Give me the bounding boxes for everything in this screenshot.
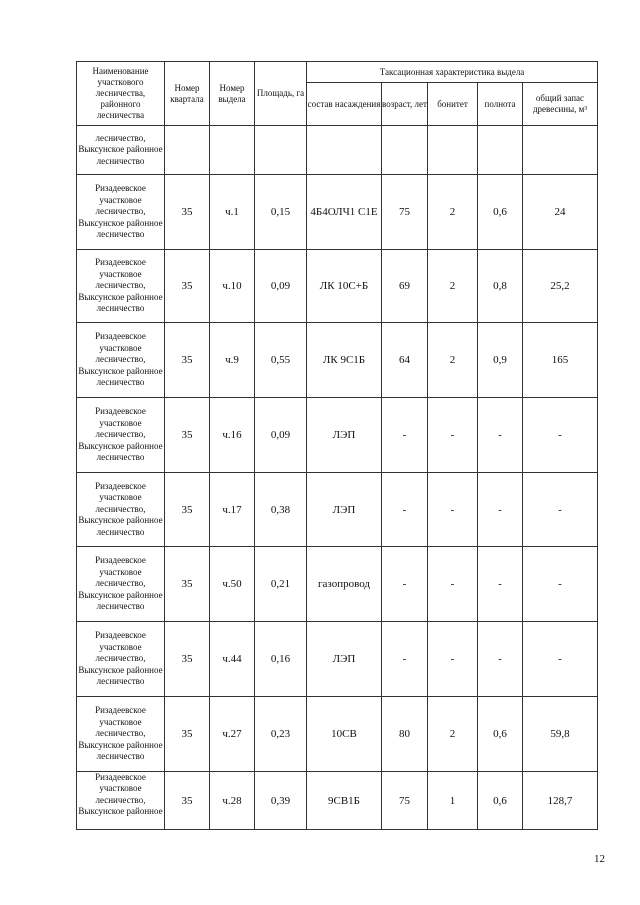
cell-bonitet: 2 (428, 697, 478, 772)
cell-name: Ризадеевское участковое лесничество, Выксунское районное лесничество (77, 175, 165, 250)
cell-age: 64 (382, 323, 428, 398)
cell-name: Ризадеевское участковое лесничество, Выксунское районное (77, 772, 165, 830)
cell-density: - (478, 398, 523, 473)
cell-age (382, 126, 428, 175)
table-row (77, 697, 598, 772)
header-name: Наименование участкового лесничества, районного лесничества (77, 62, 165, 126)
table-row (77, 323, 598, 398)
header-bonitet: бонитет (428, 83, 478, 126)
cell-volume (523, 126, 598, 175)
cell-quarter: 35 (165, 175, 210, 250)
cell-name: Ризадеевское участковое лесничество, Выксунское районное лесничество (77, 622, 165, 697)
page-number: 12 (594, 853, 605, 865)
cell-quarter: 35 (165, 622, 210, 697)
cell-volume: - (523, 622, 598, 697)
cell-area: 0,16 (255, 622, 307, 697)
cell-area: 0,09 (255, 250, 307, 323)
cell-bonitet: - (428, 622, 478, 697)
header-taxation: Таксационная характеристика выдела (307, 62, 598, 83)
cell-section: ч.44 (210, 622, 255, 697)
cell-section: ч.16 (210, 398, 255, 473)
cell-bonitet: - (428, 547, 478, 622)
cell-section: ч.10 (210, 250, 255, 323)
cell-age: - (382, 398, 428, 473)
cell-composition (307, 126, 382, 175)
cell-bonitet: - (428, 473, 478, 547)
cell-name: Ризадеевское участковое лесничество, Выксунское районное лесничество (77, 547, 165, 622)
header-area: Площадь, га (255, 62, 307, 126)
cell-composition: 10СВ (307, 697, 382, 772)
forest-taxation-table (76, 61, 598, 830)
cell-bonitet: - (428, 398, 478, 473)
cell-volume: 128,7 (523, 772, 598, 830)
cell-density (478, 126, 523, 175)
cell-quarter: 35 (165, 398, 210, 473)
cell-composition: ЛЭП (307, 398, 382, 473)
cell-bonitet: 2 (428, 250, 478, 323)
cell-name: Ризадеевское участковое лесничество, Выксунское районное лесничество (77, 473, 165, 547)
cell-composition: ЛК 9С1Б (307, 323, 382, 398)
cell-density: 0,6 (478, 772, 523, 830)
header-quarter: Номер квартала (165, 62, 210, 126)
cell-bonitet: 1 (428, 772, 478, 830)
cell-age: 75 (382, 175, 428, 250)
cell-density: 0,6 (478, 697, 523, 772)
cell-density: 0,9 (478, 323, 523, 398)
cell-section: ч.50 (210, 547, 255, 622)
cell-density: - (478, 473, 523, 547)
cell-quarter: 35 (165, 697, 210, 772)
cell-quarter: 35 (165, 772, 210, 830)
cell-quarter: 35 (165, 473, 210, 547)
cell-bonitet: 2 (428, 175, 478, 250)
header-density: полнота (478, 83, 523, 126)
cell-name: Ризадеевское участковое лесничество, Выксунское районное лесничество (77, 697, 165, 772)
header-age: возраст, лет (382, 83, 428, 126)
table-row (77, 772, 598, 830)
cell-section: ч.28 (210, 772, 255, 830)
cell-area: 0,21 (255, 547, 307, 622)
cell-bonitet: 2 (428, 323, 478, 398)
cell-volume: 59,8 (523, 697, 598, 772)
cell-composition: ЛЭП (307, 622, 382, 697)
header-volume: общий запас древесины, м³ (523, 83, 598, 126)
table-row (77, 622, 598, 697)
table-row (77, 473, 598, 547)
cell-composition: ЛК 10С+Б (307, 250, 382, 323)
cell-composition: 4Б4ОЛЧ1 С1Е (307, 175, 382, 250)
cell-quarter: 35 (165, 250, 210, 323)
table-row (77, 126, 598, 175)
table-row (77, 175, 598, 250)
cell-density: 0,6 (478, 175, 523, 250)
table-row (77, 250, 598, 323)
cell-quarter (165, 126, 210, 175)
cell-age: 80 (382, 697, 428, 772)
cell-age: 75 (382, 772, 428, 830)
cell-composition: газопровод (307, 547, 382, 622)
cell-composition: ЛЭП (307, 473, 382, 547)
cell-density: - (478, 547, 523, 622)
table-row (77, 547, 598, 622)
cell-section: ч.1 (210, 175, 255, 250)
cell-quarter: 35 (165, 323, 210, 398)
cell-volume: - (523, 473, 598, 547)
cell-area: 0,39 (255, 772, 307, 830)
header-section: Номер выдела (210, 62, 255, 126)
cell-volume: 165 (523, 323, 598, 398)
cell-age: 69 (382, 250, 428, 323)
cell-volume: 25,2 (523, 250, 598, 323)
cell-composition: 9СВ1Б (307, 772, 382, 830)
cell-density: - (478, 622, 523, 697)
cell-area: 0,23 (255, 697, 307, 772)
cell-volume: - (523, 547, 598, 622)
cell-area: 0,38 (255, 473, 307, 547)
cell-area: 0,55 (255, 323, 307, 398)
cell-density: 0,8 (478, 250, 523, 323)
cell-volume: 24 (523, 175, 598, 250)
cell-name: Ризадеевское участковое лесничество, Выксунское районное лесничество (77, 250, 165, 323)
cell-age: - (382, 547, 428, 622)
table-row (77, 398, 598, 473)
cell-age: - (382, 622, 428, 697)
table-body (77, 126, 598, 830)
cell-area (255, 126, 307, 175)
cell-volume: - (523, 398, 598, 473)
cell-name: лесничество, Выксунское районное лесничество (77, 126, 165, 175)
cell-area: 0,15 (255, 175, 307, 250)
cell-section: ч.17 (210, 473, 255, 547)
cell-area: 0,09 (255, 398, 307, 473)
cell-name: Ризадеевское участковое лесничество, Выксунское районное лесничество (77, 398, 165, 473)
cell-quarter: 35 (165, 547, 210, 622)
cell-section: ч.9 (210, 323, 255, 398)
cell-age: - (382, 473, 428, 547)
cell-bonitet (428, 126, 478, 175)
cell-name: Ризадеевское участковое лесничество, Выксунское районное лесничество (77, 323, 165, 398)
header-composition: состав насаждения (307, 83, 382, 126)
cell-section (210, 126, 255, 175)
cell-section: ч.27 (210, 697, 255, 772)
